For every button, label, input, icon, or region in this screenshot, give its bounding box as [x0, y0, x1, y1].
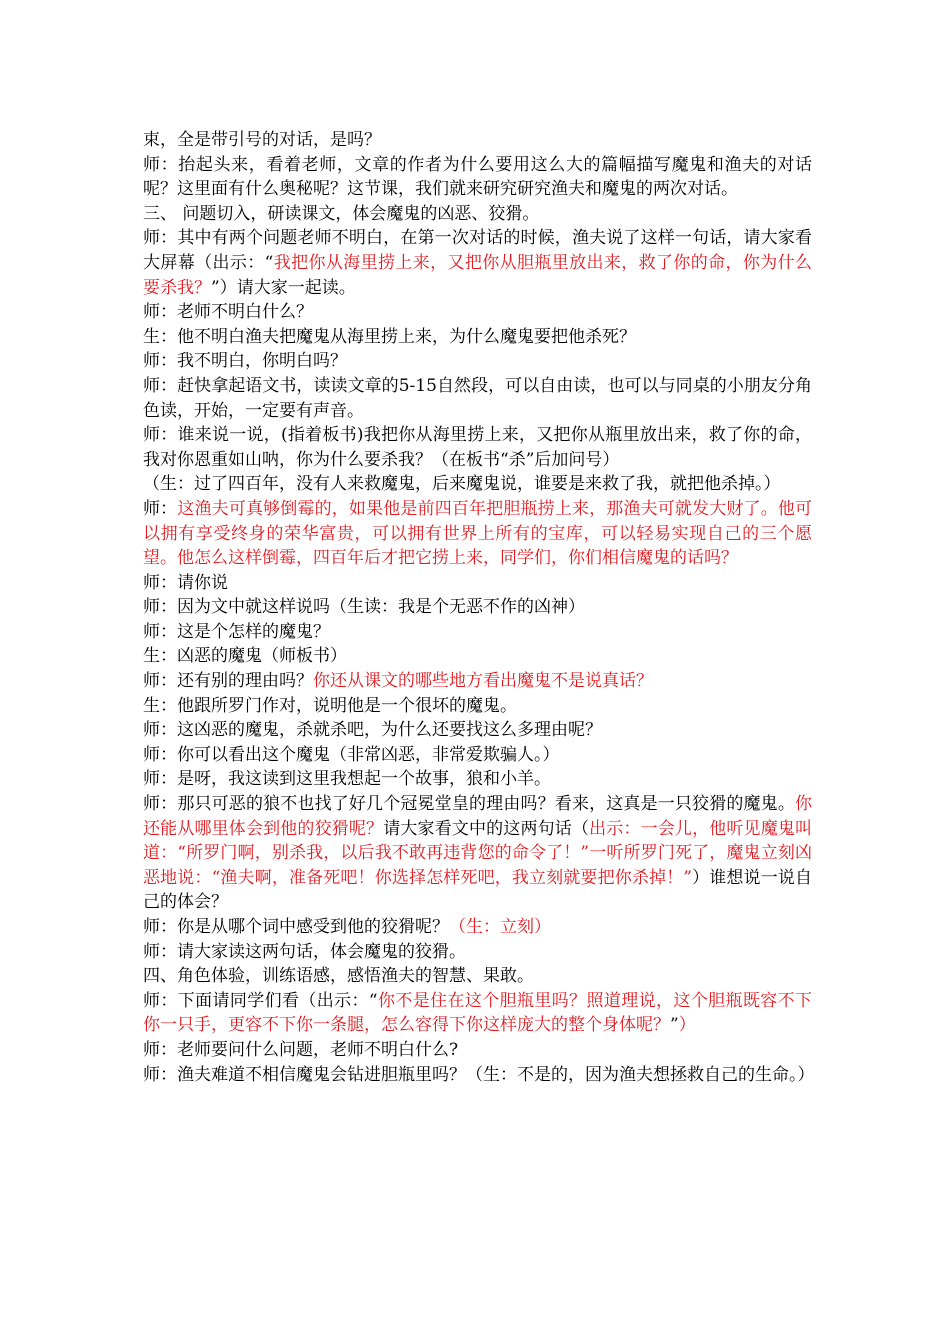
paragraph [143, 940, 812, 965]
paragraph [143, 374, 812, 423]
document-body [143, 128, 815, 1087]
text-run: 师：下面请同学们看（出示：“ [143, 990, 378, 1011]
paragraph [143, 1038, 812, 1063]
highlighted-text: 你不是住在这个胆瓶里吗？照道理说，这个胆瓶既容不下你一只手，更容不下你一条腿，怎么容得下你这样庞大的整个身体呢？ [143, 990, 812, 1036]
paragraph [143, 915, 812, 940]
text-run: 请大家看文中的这两句话（ [383, 818, 590, 839]
paragraph [143, 620, 812, 645]
highlighted-text: 你还从课文的哪些地方看出魔鬼不是说真话？ [313, 671, 653, 692]
text-run: 生：他跟所罗门作对，说明他是一个很坏的魔鬼。 [143, 695, 517, 716]
text-run: 师：请大家读这两句话，体会魔鬼的狡猾。 [143, 941, 466, 962]
paragraph [143, 964, 812, 989]
paragraph [143, 153, 812, 202]
paragraph [143, 571, 812, 596]
text-run: 师：是呀，我这读到这里我想起一个故事，狼和小羊。 [143, 769, 551, 790]
paragraph [143, 743, 812, 768]
paragraph [143, 349, 812, 374]
text-run: 三、 问题切入，研读课文，体会魔鬼的凶恶、狡猾。 [143, 203, 540, 224]
paragraph [143, 792, 812, 915]
text-run: 师：谁来说一说，(指着板书)我把你从海里捞上来，又把你从瓶里放出来，救了你的命，我对你恩重如山呐，你为什么要杀我？（在板书“杀”后加问号） [143, 425, 812, 470]
text-run: 生：他不明白渔夫把魔鬼从海里捞上来，为什么魔鬼要把他杀死？ [143, 326, 636, 347]
text-run: 师：抬起头来，看着老师，文章的作者为什么要用这么大的篇幅描写魔鬼和渔夫的对话呢？这里面有什么奥秘呢？这节课，我们就来研究研究渔夫和魔鬼的两次对话。 [143, 154, 812, 200]
text-run: 师：还有别的理由吗？ [143, 671, 313, 692]
paragraph [143, 325, 812, 350]
text-run: 师： [143, 498, 178, 519]
text-run: ）谁想说一说自己的体会？ [143, 867, 812, 913]
text-run: 师：那只可恶的狼不也找了好几个冠冕堂皇的理由吗？看来，这真是一只狡猾的魔鬼。 [143, 794, 795, 815]
paragraph [143, 669, 812, 694]
text-run: ”）请大家一起读。 [211, 277, 356, 298]
text-run: （生：过了四百年，没有人来救魔鬼，后来魔鬼说，谁要是来救了我，就把他杀掉。） [143, 474, 781, 495]
text-run: 师：你可以看出这个魔鬼（非常凶恶，非常爱欺骗人。） [143, 744, 560, 765]
paragraph [143, 718, 812, 743]
text-run: ” [670, 1015, 679, 1036]
paragraph [143, 595, 812, 620]
paragraph [143, 497, 812, 571]
text-run: 师：赶快拿起语文书，读读文章的5-15自然段，可以自由读，也可以与同桌的小朋友分角色读，开始，一定要有声音。 [143, 375, 812, 421]
paragraph [143, 767, 812, 792]
highlighted-text: 你还能从哪里体会到他的狡猾呢？ [143, 794, 812, 839]
text-run: 束，全是带引号的对话，是吗？ [143, 130, 381, 150]
paragraph [143, 1063, 815, 1088]
paragraph [143, 423, 812, 472]
text-run: 师：老师不明白什么？ [143, 302, 313, 323]
text-run: 师：渔夫难道不相信魔鬼会钻进胆瓶里吗？（生：不是的，因为渔夫想拯救自己的生命。） [143, 1064, 815, 1085]
highlighted-text: 出示：一会儿，他听见魔鬼叫道：“所罗门啊，别杀我，以后我不敢再违背您的命令了！”一听所罗门死了，魔鬼立刻凶恶地说：“渔夫啊，准备死吧！你选择怎样死吧，我立刻就要把你杀掉！” [143, 818, 813, 888]
text-run: 师：我不明白，你明白吗？ [143, 351, 347, 372]
paragraph [143, 226, 812, 300]
highlighted-text: ） [678, 1015, 696, 1036]
paragraph [143, 128, 812, 153]
paragraph [143, 472, 812, 497]
text-run: 生：凶恶的魔鬼（师板书） [143, 646, 347, 667]
text-run: 师：请你说 [143, 572, 228, 593]
paragraph [143, 300, 812, 325]
highlighted-text: 我把你从海里捞上来，又把你从胆瓶里放出来，救了你的命，你为什么要杀我？ [143, 252, 812, 298]
highlighted-text: （生：立刻） [449, 917, 551, 937]
text-run: 师：老师要问什么问题，老师不明白什么? [143, 1039, 459, 1060]
paragraph [143, 989, 812, 1038]
text-run: 师：你是从哪个词中感受到他的狡猾呢？ [143, 917, 449, 937]
text-run: 师：其中有两个问题老师不明白，在第一次对话的时候，渔夫说了这样一句话，请大家看大屏幕（出示：“ [143, 228, 812, 273]
text-run: 师：这是个怎样的魔鬼？ [143, 621, 330, 642]
text-run: 师：这凶恶的魔鬼，杀就杀吧，为什么还要找这么多理由呢？ [143, 720, 602, 741]
paragraph [143, 694, 812, 719]
text-run: 四、角色体验，训练语感，感悟渔夫的智慧、果敢。 [143, 966, 534, 987]
highlighted-text: 这渔夫可真够倒霉的，如果他是前四百年把胆瓶捞上来，那渔夫可就发大财了。他可以拥有享受终身的荣华富贵，可以拥有世界上所有的宝库，可以轻易实现自己的三个愿望。他怎么这样倒霉，四百年后才把它捞上来，同学们，你们相信魔鬼的话吗？ [143, 498, 813, 569]
paragraph [143, 644, 812, 669]
paragraph [143, 202, 812, 227]
text-run: 师：因为文中就这样说吗（生读：我是个无恶不作的凶神） [143, 597, 585, 618]
